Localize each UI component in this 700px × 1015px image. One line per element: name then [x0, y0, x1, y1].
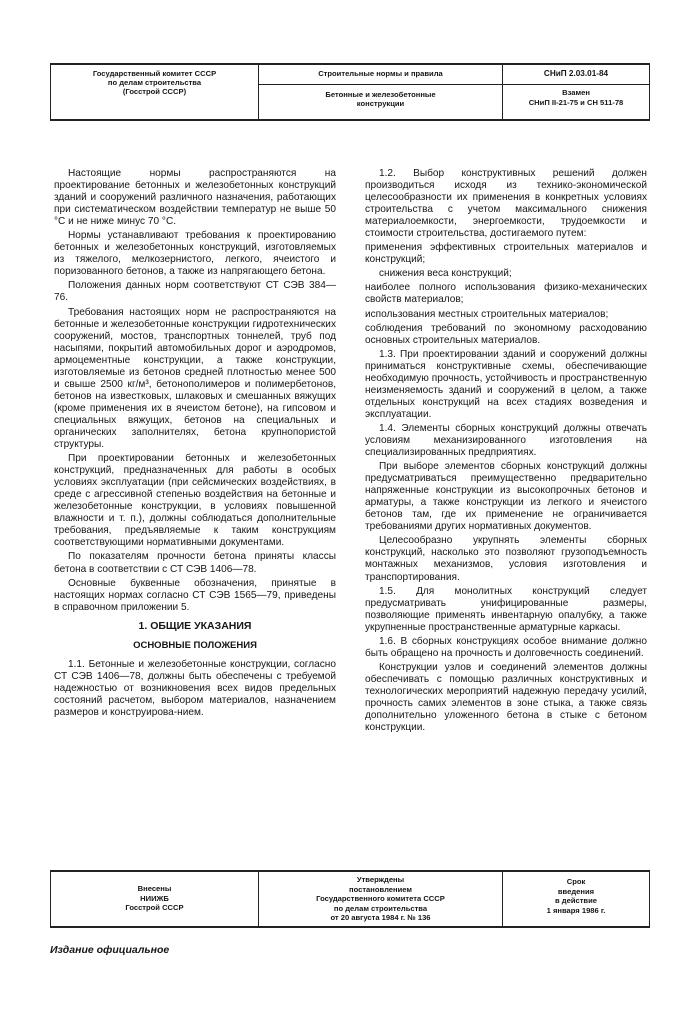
list-paragraph: наиболее полного использования физико-механических свойств материалов;: [365, 282, 647, 306]
paragraph: Целесообразно укрупнять элементы сборных конструкций, насколько это позволяют грузоподъемность монтажных механизмов, условия изготовления и транспортирования.: [365, 535, 647, 583]
left-column: [54, 168, 336, 721]
paragraph: Требования настоящих норм не распространяются на бетонные и железобетонные конструкции гидротехнических сооружений, мостов, транспортных тоннелей, труб под насыпями, покрытий автомобильных дорог и аэродромов, армоцементные конструкции, а также конструкции, изготовляемые из бетонов средней плотностью менее 500 и свыше 2500 кг/м³, бетонополимеров и полимербетонов, бетонов на известковых, шлаковых и смешанных вяжущих (кроме применения их в ячеистом бетоне), на гипсовом и специальных вяжущих, бетонов на специальных и органических заполнителях, бетона крупнопористой структуры.: [54, 306, 336, 451]
footer-table: [50, 870, 650, 928]
footer-approved-line: Утверждены: [356, 875, 405, 884]
paragraph: Конструкции узлов и соединений элементов должны обеспечивать с помощью различных конструктивных и технологических мероприятий надежную передачу усилий, прочность самих элементов в зоне стыка, а также связь дополнительно уложенного бетона в стыке с бетоном конструкции.: [365, 661, 647, 734]
footer-term: [503, 872, 649, 926]
paragraph: 1.2. Выбор конструктивных решений должен производиться исходя из технико-экономической целесообразности их применения в конкретных условиях строительства с учетом максимального снижения материалоемкости, энергоемкости, трудоемкости и стоимости строительства, достигаемого путем:: [365, 168, 647, 240]
footer-introduced: [51, 872, 259, 926]
header-table: [50, 63, 650, 121]
header-series: Строительные нормы и правила: [259, 65, 502, 85]
header-code-cell: [503, 65, 649, 119]
header-org-line: (Госстрой СССР): [122, 87, 187, 96]
paragraph: 1.3. При проектировании зданий и сооружений должны приниматься конструктивные схемы, обеспечивающие необходимую прочность, устойчивость и пространственную неизменяемость зданий и сооружений в целом, а также отдельных конструкций на всех стадиях возведения и эксплуатации.: [365, 348, 647, 420]
footer-approved-line: от 20 августа 1984 г. № 136: [330, 913, 431, 922]
footer-introduced-line: Внесены: [137, 884, 172, 893]
header-replaces: [503, 85, 649, 108]
header-doc-title: [259, 85, 502, 108]
paragraph: 1.1. Бетонные и железобетонные конструкции, согласно СТ СЭВ 1406—78, должны быть обеспечены с требуемой надежностью от возникновения всех видов предельных состояний расчетом, выбором материалов, назначением размеров и конструирова-нием.: [54, 658, 336, 718]
header-replaces-line: СНиП II-21-75 и СН 511-78: [528, 98, 624, 107]
list-paragraph: использования местных строительных материалов;: [365, 308, 609, 320]
header-code: СНиП 2.03.01-84: [503, 65, 649, 85]
header-title-line: Бетонные и железобетонные: [325, 90, 436, 99]
paragraph: При выборе элементов сборных конструкций должны предусматриваться преимущественно предварительно напряженные конструкции из высокопрочных бетонов и арматуры, а также конструкции из легкого и ячеистого бетонов там, где их применение не ограничивается требованиями других нормативных документов.: [365, 461, 647, 533]
footer-introduced-line: Госстрой СССР: [125, 903, 184, 912]
footer-term-line: в действие: [555, 896, 597, 905]
paragraph: Основные буквенные обозначения, принятые в настоящих нормах согласно СТ СЭВ 1565—79, приведены в справочном приложении 5.: [54, 577, 336, 613]
subsection-title: ОСНОВНЫЕ ПОЛОЖЕНИЯ: [133, 639, 257, 651]
paragraph: 1.4. Элементы сборных конструкций должны отвечать условиям механизированного изготовления на специализированных предприятиях.: [365, 422, 647, 459]
section-title: 1. ОБЩИЕ УКАЗАНИЯ: [138, 619, 252, 632]
header-title-cell: [259, 65, 503, 119]
footer-term-line: Срок: [566, 877, 586, 886]
footer-term-line: введения: [557, 886, 595, 896]
paragraph: Положения данных норм соответствуют СТ СЭВ 384—76.: [54, 280, 336, 304]
footer-approved-line: Государственного комитета СССР: [316, 894, 445, 903]
header-org: [51, 65, 259, 119]
footer-term-line: 1 января 1986 г.: [546, 905, 606, 915]
paragraph: 1.5. Для монолитных конструкций следует предусматривать унифицированные размеры, позволяющие применять инвентарную опалубку, а также укрупненные пространственные арматурные каркасы.: [365, 585, 647, 633]
footer-approved: [259, 872, 503, 926]
paragraph: Нормы устанавливают требования к проектированию бетонных и железобетонных конструкций, изготовляемых из тяжелого, мелкозернистого, легкого, ячеистого и поризованного бетонов, а также из напрягающего бетона.: [54, 230, 336, 278]
list-paragraph: снижения веса конструкций;: [379, 268, 512, 280]
header-replaces-line: Взамен: [562, 88, 590, 97]
paragraph: По показателям прочности бетона приняты классы бетона в соответствии с СТ СЭВ 1406—78.: [54, 551, 336, 575]
paragraph: Настоящие нормы распространяются на проектирование бетонных и железобетонных конструкций зданий и сооружений различного назначения, работающих при систематическом воздействии температур не выше 50 °С и не ниже минус 70 °С.: [54, 168, 336, 228]
footer-approved-line: по делам строительства: [333, 903, 428, 913]
header-org-line: Государственный комитет СССР: [92, 69, 217, 78]
header-title-line: конструкции: [356, 99, 405, 108]
footer-introduced-line: НИИЖБ: [140, 893, 169, 903]
list-paragraph: соблюдения требований по экономному расходованию основных строительных материалов.: [365, 322, 647, 346]
edition-note: Издание официальное: [50, 944, 170, 956]
paragraph: При проектировании бетонных и железобетонных конструкций, предназначенных для работы в особых условиях эксплуатации (при сейсмических воздействиях, в среде с агрессивной степенью воздействия на бетонные и железобетонные конструкции, в условиях повышенной влажности и т. п.), должны соблюдаться дополнительные требования, предъявляемые к таким конструкциям соответствующими нормативными документами.: [54, 453, 336, 549]
header-org-line: по делам строительства: [107, 78, 202, 87]
list-paragraph: применения эффективных строительных материалов и конструкций;: [365, 242, 647, 266]
right-column: [365, 168, 647, 736]
paragraph: 1.6. В сборных конструкциях особое внимание должно быть обращено на прочность и долговечность соединений.: [365, 635, 647, 659]
footer-approved-line: постановлением: [348, 884, 413, 894]
